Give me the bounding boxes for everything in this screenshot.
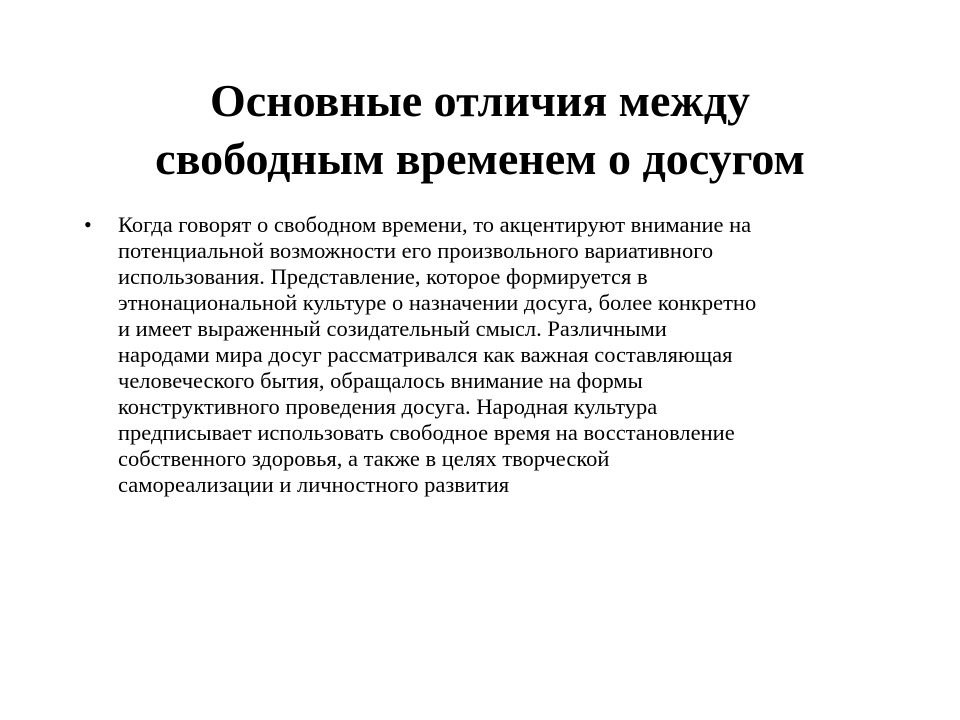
slide-body xyxy=(84,212,884,498)
bullet-dot-icon: • xyxy=(84,212,92,237)
bullet-line-5: и имеет выраженный созидательный смысл. Различными xyxy=(118,316,667,341)
slide-title-line-2: свободным временем о досугом xyxy=(155,133,805,184)
bullet-line-2: потенциальной возможности его произвольного вариативного xyxy=(118,238,714,263)
bullet-text xyxy=(118,212,884,498)
bullet-line-10: собственного здоровья, а также в целях творческой xyxy=(118,446,610,471)
slide-title xyxy=(60,72,900,188)
bullet-line-11: самореализации и личностного развития xyxy=(118,472,510,497)
bullet-line-4: этнонациональной культуре о назначении досуга, более конкретно xyxy=(118,290,757,315)
bullet-item xyxy=(84,212,884,498)
bullet-line-7: человеческого бытия, обращалось внимание на формы xyxy=(118,368,643,393)
bullet-line-8: конструктивного проведения досуга. Народная культура xyxy=(118,394,658,419)
bullet-line-6: народами мира досуг рассматривался как важная составляющая xyxy=(118,342,733,367)
bullet-line-9: предписывает использовать свободное время на восстановление xyxy=(118,420,735,445)
bullet-line-3: использования. Представление, которое формируется в xyxy=(118,264,648,289)
bullet-line-1: Когда говорят о свободном времени, то акцентируют внимание на xyxy=(118,212,752,237)
slide-title-line-1: Основные отличия между xyxy=(209,75,751,126)
